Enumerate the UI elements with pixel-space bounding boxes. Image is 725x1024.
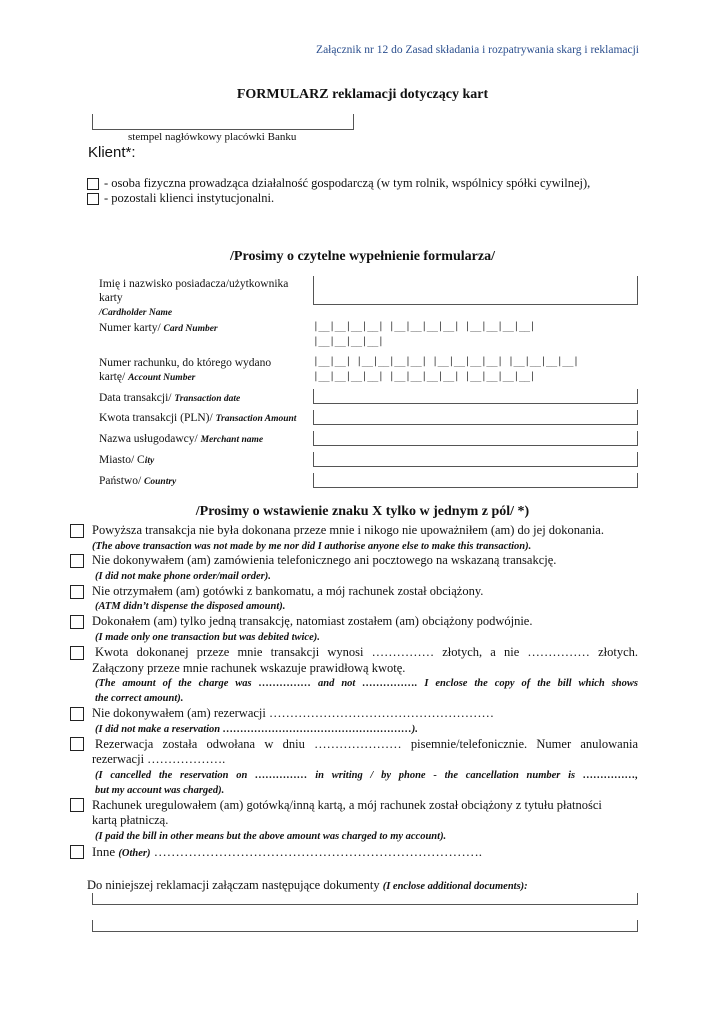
reason-text: kartą płatniczą. xyxy=(92,813,169,827)
account-number-label: Numer rachunku, do którego wydano kartę/ Account Number xyxy=(99,357,272,383)
cardholder-label: Imię i nazwisko posiadacza/użytkownika karty /Cardholder Name xyxy=(99,278,289,318)
client-option-label: - osoba fizyczna prowadząca działalność gospodarczą (w tym rolnik, wspólnicy spółki cywilnej), xyxy=(104,176,591,190)
reason-text: Nie otrzymałem (am) gotówki z bankomatu, a mój rachunek został obciążony. xyxy=(92,584,484,598)
account-number-input[interactable]: |__|__| |__|__|__|__| |__|__|__|__| |__|__|__|__| xyxy=(313,356,579,367)
transaction-date-input[interactable] xyxy=(313,389,638,404)
reason-checkbox[interactable] xyxy=(70,524,84,538)
client-option-checkbox[interactable] xyxy=(87,193,99,205)
client-label: Klient*: xyxy=(88,144,136,161)
transaction-date-label: Data transakcji/ Transaction date xyxy=(99,392,241,404)
account-number-input[interactable]: |__|__|__|__| |__|__|__|__| |__|__|__|__| xyxy=(313,371,536,382)
reason-other: Inne (Other) …………………………………………………………………. xyxy=(92,844,482,859)
reason-text-en: (I paid the bill in other means but the above amount was charged to my account). xyxy=(95,831,447,842)
merchant-input[interactable] xyxy=(313,431,638,446)
x-instruction: /Prosimy o wstawienie znaku X tylko w jednym z pól/ *) xyxy=(195,504,530,519)
reason-checkbox[interactable] xyxy=(70,646,84,660)
reason-checkbox[interactable] xyxy=(70,707,84,721)
reason-checkbox[interactable] xyxy=(70,845,84,859)
reason-text-en: (The amount of the charge was …………… and not ……………. I enclose the copy of the bill which shows xyxy=(95,678,638,689)
country-label: Państwo/ Country xyxy=(99,475,177,487)
card-number-label: Numer karty/ Card Number xyxy=(99,322,218,334)
reason-text-en: but my account was charged). xyxy=(95,785,225,796)
reason-text-en: the correct amount). xyxy=(95,693,184,704)
reason-checkbox[interactable] xyxy=(70,798,84,812)
stamp-label: stempel nagłówkowy placówki Banku xyxy=(128,131,297,143)
attachment-line[interactable] xyxy=(92,920,638,932)
attachment-line[interactable] xyxy=(92,893,638,905)
reason-checkbox[interactable] xyxy=(70,585,84,599)
reason-text-en: (I cancelled the reservation on …………… in writing / by phone - the cancellation number is ……………, xyxy=(95,770,638,781)
card-number-input[interactable]: |__|__|__|__| xyxy=(313,336,384,347)
reason-text: Powyższa transakcja nie była dokonana przeze mnie i nikogo nie upoważniłem (am) do jej dokonania. xyxy=(92,523,604,537)
reason-text: Dokonałem (am) tylko jedną transakcję, natomiast zostałem (am) obciążony podwójnie. xyxy=(92,614,533,628)
client-option-label: - pozostali klienci instytucjonalni. xyxy=(104,191,275,205)
transaction-amount-label: Kwota transakcji (PLN)/ Transaction Amount xyxy=(99,412,297,424)
client-option-checkbox[interactable] xyxy=(87,178,99,190)
reason-checkbox[interactable] xyxy=(70,615,84,629)
transaction-amount-input[interactable] xyxy=(313,410,638,425)
city-label: Miasto/ City xyxy=(99,454,155,466)
fill-instruction: /Prosimy o czytelne wypełnienie formularza/ xyxy=(230,249,495,264)
form-title: FORMULARZ reklamacji dotyczący kart xyxy=(236,87,489,102)
cardholder-name-input[interactable] xyxy=(313,276,638,305)
country-input[interactable] xyxy=(313,473,638,488)
reason-checkbox[interactable] xyxy=(70,554,84,568)
reason-text-en: (I made only one transaction but was debited twice). xyxy=(95,632,320,643)
card-number-input[interactable]: |__|__|__|__| |__|__|__|__| |__|__|__|__| xyxy=(313,321,536,332)
reason-text: Kwota dokonanej przeze mnie transakcji wynosi …………… złotych, a nie …………… złotych. xyxy=(95,645,638,659)
reason-text-en: (I did not make a reservation ………………………………………………). xyxy=(95,724,418,735)
reason-text: Rachunek uregulowałem (am) gotówką/inną kartą, a mój rachunek został obciążony z tytułu płatności xyxy=(92,798,602,812)
reason-text: Załączony przeze mnie rachunek wskazuje prawidłową kwotę. xyxy=(92,661,406,675)
bank-stamp-field[interactable] xyxy=(92,114,354,130)
reason-text-en: (ATM didn’t dispense the disposed amount). xyxy=(95,601,286,612)
header-note: Załącznik nr 12 do Zasad składania i rozpatrywania skarg i reklamacji xyxy=(316,44,639,56)
reason-checkbox[interactable] xyxy=(70,737,84,751)
reason-text: Nie dokonywałem (am) zamówienia telefonicznego ani pocztowego na wskazaną transakcję. xyxy=(92,553,557,567)
reason-text: Rezerwacja została odwołana w dniu ………………… pisemnie/telefonicznie. Numer anulowania xyxy=(95,737,638,751)
city-input[interactable] xyxy=(313,452,638,467)
merchant-label: Nazwa usługodawcy/ Merchant name xyxy=(99,433,264,445)
reason-text-en: (I did not make phone order/mail order). xyxy=(95,571,271,582)
reason-text: Nie dokonywałem (am) rezerwacji ……………………………………………… xyxy=(92,706,495,720)
reason-text: rezerwacji ………………. xyxy=(92,752,226,766)
attachments-label: Do niniejszej reklamacji załączam następujące dokumenty (I enclose additional documents): xyxy=(87,878,528,892)
reason-text-en: (The above transaction was not made by me nor did I authorise anyone else to make this transaction). xyxy=(92,541,532,552)
